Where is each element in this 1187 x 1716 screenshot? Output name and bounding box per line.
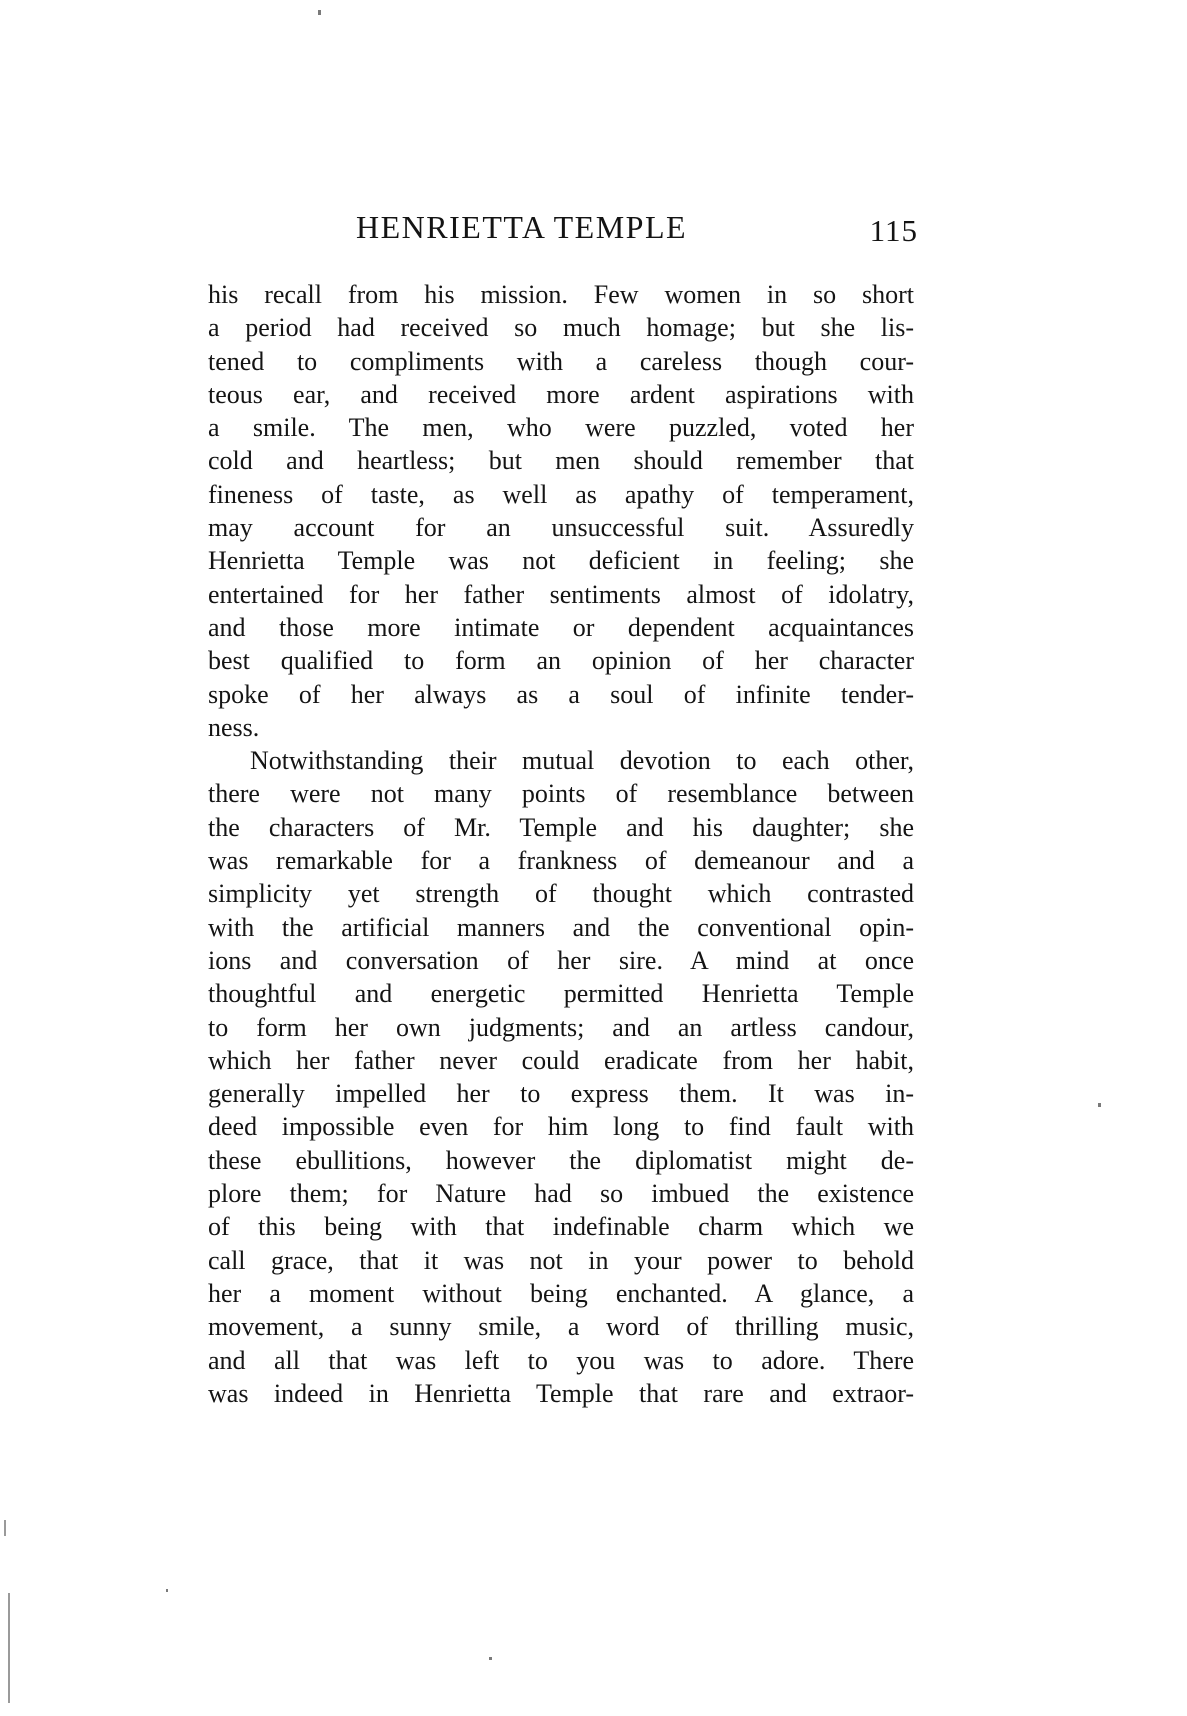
page-number: 115: [869, 213, 918, 248]
text-line: which her father never could eradicate from her habit,: [208, 1045, 914, 1075]
text-line: and those more intimate or dependent acquaintances: [208, 612, 914, 642]
text-line: thoughtful and energetic permitted Henrietta Temple: [208, 979, 914, 1009]
scan-speck: [8, 1593, 10, 1703]
paragraph-first-line: Notwithstanding their mutual devotion to each other,: [250, 746, 914, 776]
text-line: these ebullitions, however the diplomatist might de-: [208, 1145, 914, 1175]
text-line: ions and conversation of her sire. A mind at once: [208, 945, 914, 975]
scan-speck: [318, 10, 321, 15]
text-line: to form her own judgments; and an artless candour,: [208, 1012, 914, 1042]
text-line: and all that was left to you was to adore. There: [208, 1345, 914, 1375]
body-text: [208, 278, 914, 1410]
scan-speck: [166, 1589, 168, 1592]
text-line: a smile. The men, who were puzzled, voted her: [208, 413, 914, 443]
text-line: his recall from his mission. Few women in so short: [208, 280, 914, 309]
text-line: was remarkable for a frankness of demeanour and a: [208, 846, 914, 876]
text-line: there were not many points of resemblance between: [208, 779, 914, 809]
text-line: ness.: [208, 712, 260, 742]
text-line: call grace, that it was not in your power to behold: [208, 1245, 914, 1275]
text-line: spoke of her always as a soul of infinite tender-: [208, 679, 914, 709]
text-line: Henrietta Temple was not deficient in feeling; she: [208, 546, 914, 576]
text-line: fineness of taste, as well as apathy of temperament,: [208, 479, 914, 509]
text-line: a period had received so much homage; but she lis-: [208, 313, 914, 343]
text-line: simplicity yet strength of thought which contrasted: [208, 879, 914, 909]
running-title: HENRIETTA TEMPLE: [356, 209, 688, 245]
text-line: tened to compliments with a careless though cour-: [208, 346, 914, 376]
text-line: movement, a sunny smile, a word of thrilling music,: [208, 1312, 914, 1342]
text-line: cold and heartless; but men should remember that: [208, 446, 914, 476]
text-line: was indeed in Henrietta Temple that rare and extraor-: [208, 1378, 914, 1408]
text-line: of this being with that indefinable charm which we: [208, 1212, 914, 1242]
text-line: entertained for her father sentiments almost of idolatry,: [208, 579, 914, 609]
text-line: teous ear, and received more ardent aspirations with: [208, 379, 914, 409]
scan-speck: [1098, 1103, 1101, 1107]
text-line: best qualified to form an opinion of her character: [208, 646, 914, 676]
text-line: the characters of Mr. Temple and his daughter; she: [208, 812, 914, 842]
text-line: deed impossible even for him long to find fault with: [208, 1112, 914, 1142]
text-line: may account for an unsuccessful suit. Assuredly: [208, 513, 914, 543]
scan-speck: [4, 1520, 6, 1536]
text-line: generally impelled her to express them. It was in-: [208, 1079, 914, 1109]
scan-speck: [489, 1657, 492, 1660]
text-line: plore them; for Nature had so imbued the existence: [208, 1179, 914, 1209]
running-header: [208, 209, 918, 249]
text-line: her a moment without being enchanted. A glance, a: [208, 1278, 914, 1308]
text-line: with the artificial manners and the conventional opin-: [208, 912, 914, 942]
